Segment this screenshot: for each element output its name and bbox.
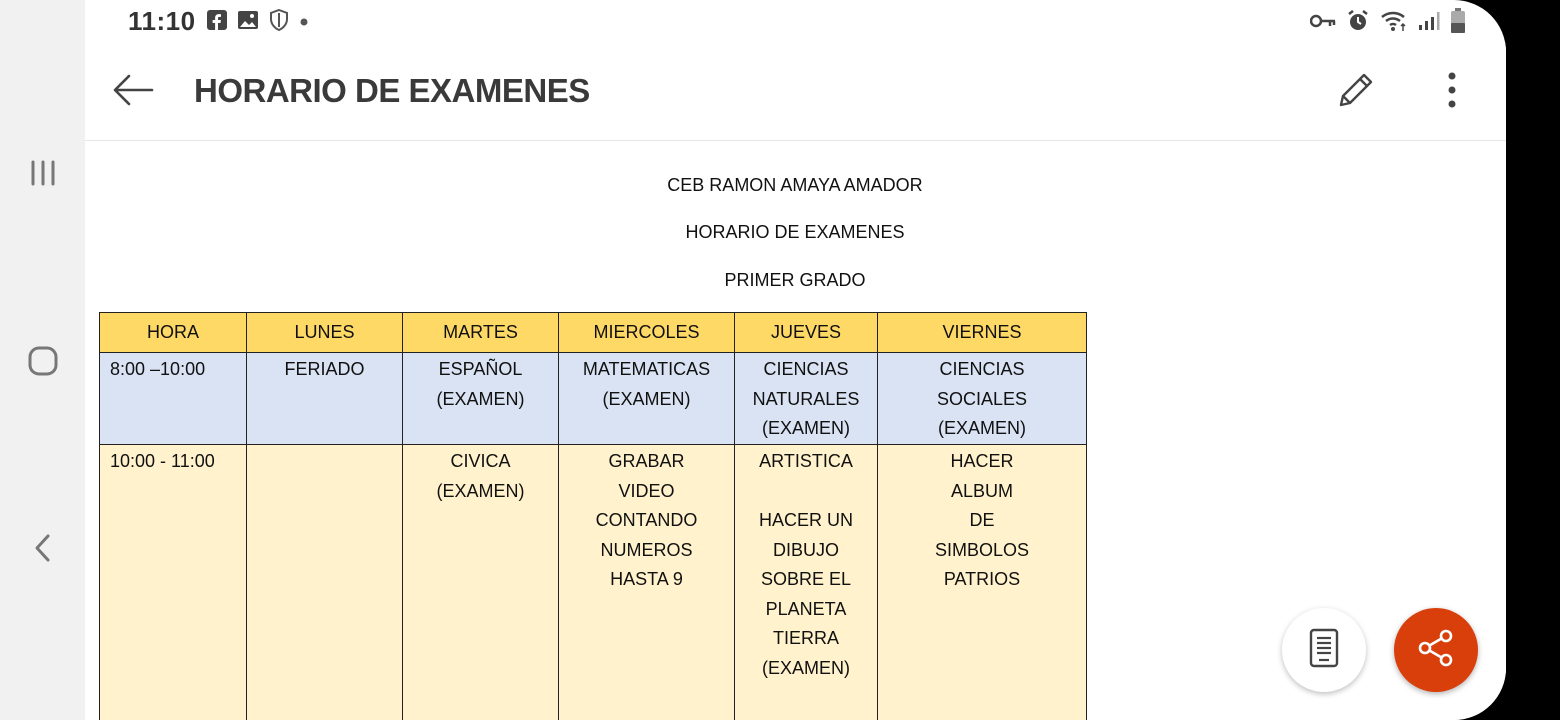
cell-lunes [247, 353, 403, 445]
cell-viernes [878, 353, 1087, 445]
cell-line: FERIADO [284, 359, 365, 379]
nav-back-icon [32, 532, 54, 569]
cell-jueves [735, 353, 878, 445]
cell-line: CIVICA [450, 451, 511, 471]
nav-back-button[interactable] [20, 527, 66, 573]
home-icon [27, 345, 59, 382]
gallery-icon [237, 10, 259, 35]
document-heading: HORARIO DE EXAMENES [685, 222, 905, 242]
cell-line: VIDEO [618, 480, 675, 501]
recents-icon [28, 159, 58, 192]
cell-line: CIENCIAS [763, 359, 849, 379]
cell-miercoles [559, 353, 735, 445]
cell-line: SIMBOLOS [934, 539, 1030, 560]
edit-button[interactable] [1332, 68, 1380, 116]
cell-line: DE [969, 510, 995, 530]
pencil-icon [1335, 69, 1377, 116]
header-miercoles: MIERCOLES [559, 313, 735, 353]
cell-line: SOBRE EL [760, 569, 852, 589]
battery-icon [1450, 8, 1466, 39]
share-button[interactable] [1394, 608, 1478, 692]
home-button[interactable] [20, 340, 66, 386]
table-row [100, 353, 1087, 445]
cell-line: NATURALES [752, 388, 860, 409]
page-title: HORARIO DE EXAMENES [194, 72, 590, 109]
header-martes: MARTES [403, 313, 559, 353]
cell-line: CONTANDO [595, 510, 698, 530]
shield-icon [269, 9, 289, 36]
table-row [100, 445, 1087, 720]
header-viernes: VIERNES [878, 313, 1087, 353]
hora-cell: 10:00 - 11:00 [100, 445, 247, 720]
cell-line: ARTISTICA [759, 451, 853, 471]
header-jueves: JUEVES [735, 313, 878, 353]
signal-icon [1418, 11, 1440, 36]
cell-line: (EXAMEN) [602, 388, 691, 409]
exam-schedule-table [99, 312, 1087, 720]
cell-line: CIENCIAS [939, 359, 1025, 379]
navigation-bar [0, 0, 85, 720]
cell-line: TIERRA [772, 628, 839, 648]
cell-martes [403, 353, 559, 445]
app-bar [85, 42, 1506, 141]
back-button[interactable] [107, 66, 159, 118]
cell-line: NUMEROS [600, 539, 693, 560]
more-options-button[interactable] [1434, 68, 1470, 116]
header-lunes: LUNES [247, 313, 403, 353]
cell-martes [403, 445, 559, 720]
cell-line: (EXAMEN) [436, 480, 525, 501]
header-hora: HORA [100, 313, 247, 353]
alarm-icon [1346, 9, 1370, 38]
cell-line: ESPAÑOL [438, 359, 523, 379]
vpn-key-icon [1310, 13, 1336, 34]
cell-line: (EXAMEN) [761, 418, 850, 438]
cell-line [735, 477, 877, 507]
dot-icon [299, 14, 309, 32]
reading-mode-button[interactable] [1282, 608, 1366, 692]
arrow-left-icon [112, 73, 154, 112]
cell-line: PATRIOS [943, 569, 1021, 589]
recents-button[interactable] [20, 152, 66, 198]
cell-line: (EXAMEN) [761, 657, 850, 678]
cell-line: HACER UN [758, 510, 853, 530]
cell-line: HASTA 9 [610, 569, 683, 589]
reading-mode-icon [1309, 628, 1339, 673]
share-icon [1416, 628, 1456, 673]
cell-line: DIBUJO [772, 539, 839, 560]
grade-heading: PRIMER GRADO [724, 270, 866, 290]
school-name: CEB RAMON AMAYA AMADOR [667, 175, 923, 195]
cell-line: GRABAR [608, 451, 685, 471]
cell-line: (EXAMEN) [937, 418, 1026, 438]
cell-line: PLANETA [765, 598, 847, 619]
cell-jueves [735, 445, 878, 720]
cell-lunes [247, 445, 403, 720]
cell-line: (EXAMEN) [436, 388, 525, 409]
table-header-row [100, 313, 1087, 353]
wifi-icon [1380, 10, 1408, 37]
cell-line: HACER [950, 451, 1014, 471]
cell-miercoles [559, 445, 735, 720]
clock: 11:10 [128, 6, 196, 36]
cell-viernes [878, 445, 1087, 720]
app-screen [85, 0, 1506, 720]
status-bar [85, 0, 1506, 42]
hora-cell: 8:00 –10:00 [100, 353, 247, 445]
cell-line: MATEMATICAS [582, 359, 711, 379]
facebook-icon [207, 10, 227, 35]
cell-line: SOCIALES [936, 388, 1028, 409]
more-vert-icon [1447, 72, 1457, 113]
cell-line: ALBUM [950, 480, 1013, 501]
